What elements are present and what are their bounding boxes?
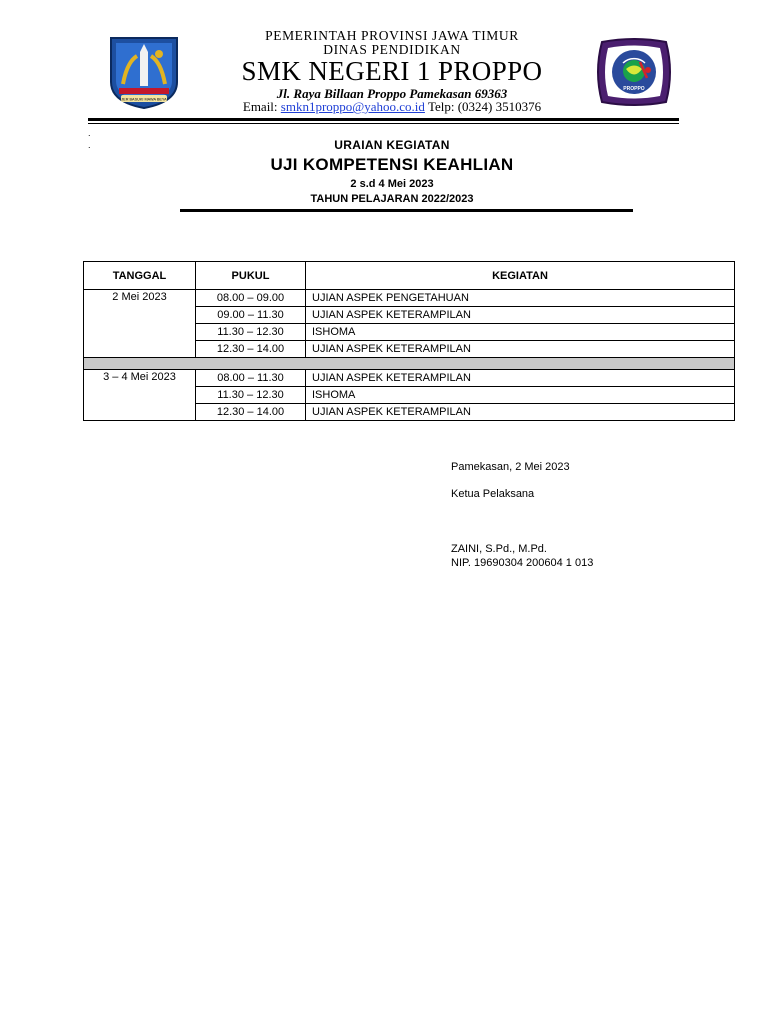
stray-dot: .	[88, 128, 91, 138]
separator-cell	[84, 358, 735, 370]
signatory-nip: NIP. 19690304 200604 1 013	[451, 557, 594, 569]
document-title: UJI KOMPETENSI KEAHLIAN	[270, 155, 514, 174]
badge-caption: PROPPO	[623, 86, 645, 92]
school-name: SMK NEGERI 1 PROPPO	[241, 56, 543, 86]
table-row	[84, 290, 735, 307]
date-cell: 2 Mei 2023	[84, 290, 196, 358]
department-name: DINAS PENDIDIKAN	[323, 42, 461, 57]
academic-year: TAHUN PELAJARAN 2022/2023	[310, 193, 474, 205]
header-pukul: PUKUL	[196, 262, 306, 290]
activity-cell: UJIAN ASPEK KETERAMPILAN	[306, 341, 735, 358]
signature-role: Ketua Pelaksana	[451, 488, 535, 500]
activity-cell: ISHOMA	[306, 324, 735, 341]
time-cell: 09.00 – 11.30	[196, 307, 306, 324]
activity-cell: UJIAN ASPEK PENGETAHUAN	[306, 290, 735, 307]
school-address: Jl. Raya Billaan Proppo Pamekasan 69363	[276, 86, 508, 101]
header-kegiatan: KEGIATAN	[306, 262, 735, 290]
header-tanggal: TANGGAL	[84, 262, 196, 290]
date-cell: 3 – 4 Mei 2023	[84, 370, 196, 421]
event-dates: 2 s.d 4 Mei 2023	[350, 178, 434, 190]
east-java-crest-logo	[107, 34, 181, 110]
signatory-name: ZAINI, S.Pd., M.Pd.	[451, 543, 547, 555]
email-label: Email:	[242, 99, 278, 114]
separator-row	[84, 358, 735, 370]
stray-dot: .	[88, 140, 91, 150]
government-name: PEMERINTAH PROVINSI JAWA TIMUR	[265, 28, 519, 43]
time-cell: 12.30 – 14.00	[196, 341, 306, 358]
letterhead-rule-thick	[88, 118, 679, 121]
signature-place-date: Pamekasan, 2 Mei 2023	[451, 461, 570, 473]
time-cell: 12.30 – 14.00	[196, 404, 306, 421]
activity-cell: UJIAN ASPEK KETERAMPILAN	[306, 404, 735, 421]
smk-proppo-badge-logo	[592, 36, 676, 108]
time-cell: 08.00 – 11.30	[196, 370, 306, 387]
activity-cell: UJIAN ASPEK KETERAMPILAN	[306, 307, 735, 324]
title-underline	[180, 209, 633, 212]
letterhead-rule-thin	[88, 123, 679, 124]
document-heading: URAIAN KEGIATAN	[334, 138, 450, 152]
activity-cell: UJIAN ASPEK KETERAMPILAN	[306, 370, 735, 387]
email-link[interactable]: smkn1proppo@yahoo.co.id	[280, 99, 425, 114]
phone-number: Telp: (0324) 3510376	[427, 99, 542, 114]
table-row	[84, 370, 735, 387]
time-cell: 11.30 – 12.30	[196, 387, 306, 404]
schedule-table	[83, 261, 735, 421]
time-cell: 11.30 – 12.30	[196, 324, 306, 341]
activity-cell: ISHOMA	[306, 387, 735, 404]
time-cell: 08.00 – 09.00	[196, 290, 306, 307]
crest-motto: JER BASUKI MAWA BEYA	[121, 97, 167, 102]
table-header-row	[84, 262, 735, 290]
